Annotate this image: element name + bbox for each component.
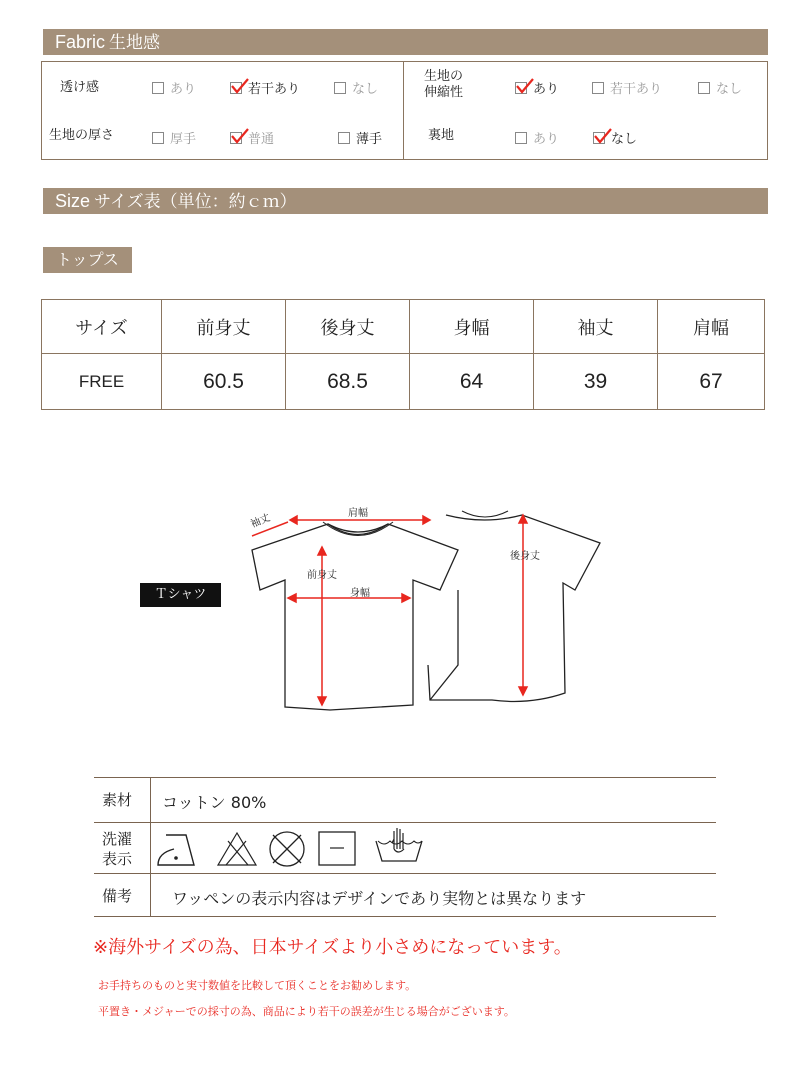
no-tumble-dry-icon bbox=[266, 827, 310, 869]
material-value: コットン 80% bbox=[162, 793, 267, 812]
size-table-row bbox=[42, 354, 765, 410]
front-length-label: 前身丈 bbox=[307, 570, 337, 581]
back-length-label: 後身丈 bbox=[510, 551, 540, 562]
measurement-note: 平置き・メジャーでの採寸の為、商品により若干の誤差が生じる場合がございます。 bbox=[98, 1005, 515, 1018]
checkbox bbox=[338, 132, 350, 144]
flat-dry-icon bbox=[316, 827, 360, 869]
shoulder-label: 肩幅 bbox=[348, 508, 368, 519]
value-cell: 67 bbox=[658, 354, 765, 410]
category-label: トップス bbox=[43, 247, 132, 273]
front-shirt-outline bbox=[252, 524, 458, 710]
value-cell: FREE bbox=[42, 354, 162, 410]
header-cell: サイズ bbox=[42, 300, 162, 354]
size-warning-note: ※海外サイズの為、日本サイズより小さめになっています。 bbox=[93, 937, 572, 958]
header-cell: 肩幅 bbox=[658, 300, 765, 354]
fabric-section-header bbox=[43, 29, 768, 55]
fabric-label-sheer: 透け感 bbox=[60, 80, 100, 95]
value-cell: 39 bbox=[534, 354, 658, 410]
compare-note: お手持ちのものと実寸数値を比較して頂くことをお勧めします。 bbox=[98, 979, 417, 992]
back-shirt-outline bbox=[428, 515, 600, 701]
fabric-label-thickness: 生地の厚さ bbox=[49, 128, 115, 143]
hand-wash-icon bbox=[374, 825, 424, 869]
fabric-title-en: Fabric bbox=[55, 32, 106, 52]
care-label: 洗濯 表示 bbox=[102, 830, 133, 868]
checkbox-checked bbox=[515, 82, 527, 94]
fabric-label-lining: 裏地 bbox=[428, 128, 455, 143]
checkbox bbox=[334, 82, 346, 94]
checkbox bbox=[592, 82, 604, 94]
option-stretch-slight: 若干あり bbox=[592, 78, 662, 97]
check-icon bbox=[593, 127, 613, 147]
remarks-label: 備考 bbox=[102, 887, 133, 905]
check-icon bbox=[230, 127, 250, 147]
checkbox-checked bbox=[230, 82, 242, 94]
option-stretch-yes: あり bbox=[515, 78, 559, 97]
checkbox bbox=[152, 132, 164, 144]
value-cell: 64 bbox=[410, 354, 534, 410]
option-sheer-yes: あり bbox=[152, 78, 196, 97]
fabric-label-stretch: 生地の 伸縮性 bbox=[424, 69, 464, 100]
checkbox bbox=[515, 132, 527, 144]
material-label: 素材 bbox=[102, 791, 133, 809]
size-section-header bbox=[43, 188, 768, 214]
tshirt-diagram bbox=[230, 495, 610, 720]
sleeve-label: 袖丈 bbox=[249, 512, 272, 531]
value-cell: 68.5 bbox=[286, 354, 410, 410]
check-icon bbox=[515, 77, 535, 97]
option-thick: 厚手 bbox=[152, 128, 196, 147]
remarks-value: ワッペンの表示内容はデザインであり実物とは異なります bbox=[172, 889, 587, 908]
size-table-header-row bbox=[42, 300, 765, 354]
option-sheer-none: なし bbox=[334, 78, 378, 97]
header-cell: 袖丈 bbox=[534, 300, 658, 354]
fabric-table bbox=[41, 61, 768, 160]
info-table bbox=[94, 777, 716, 917]
body-width-label: 身幅 bbox=[350, 588, 370, 599]
value-cell: 60.5 bbox=[162, 354, 286, 410]
size-title-en: Size bbox=[55, 191, 91, 211]
option-sheer-slight: 若干あり bbox=[230, 78, 300, 97]
checkbox-checked bbox=[230, 132, 242, 144]
option-lining-yes: あり bbox=[515, 128, 559, 147]
option-thin: 薄手 bbox=[338, 128, 382, 147]
option-lining-no: なし bbox=[593, 128, 637, 147]
iron-icon bbox=[156, 827, 202, 869]
checkbox bbox=[152, 82, 164, 94]
checkbox bbox=[698, 82, 710, 94]
tshirt-tag: Ｔシャツ bbox=[140, 583, 221, 607]
option-normal: 普通 bbox=[230, 128, 274, 147]
size-title-jp: サイズ表（単位：約ｃｍ） bbox=[94, 192, 297, 212]
check-icon bbox=[230, 77, 250, 97]
size-table bbox=[41, 299, 765, 410]
header-cell: 身幅 bbox=[410, 300, 534, 354]
header-cell: 前身丈 bbox=[162, 300, 286, 354]
checkbox-checked bbox=[593, 132, 605, 144]
header-cell: 後身丈 bbox=[286, 300, 410, 354]
fabric-title-jp: 生地感 bbox=[109, 33, 161, 53]
fabric-divider bbox=[403, 62, 404, 159]
no-bleach-icon bbox=[216, 827, 260, 869]
option-stretch-none: なし bbox=[698, 78, 742, 97]
